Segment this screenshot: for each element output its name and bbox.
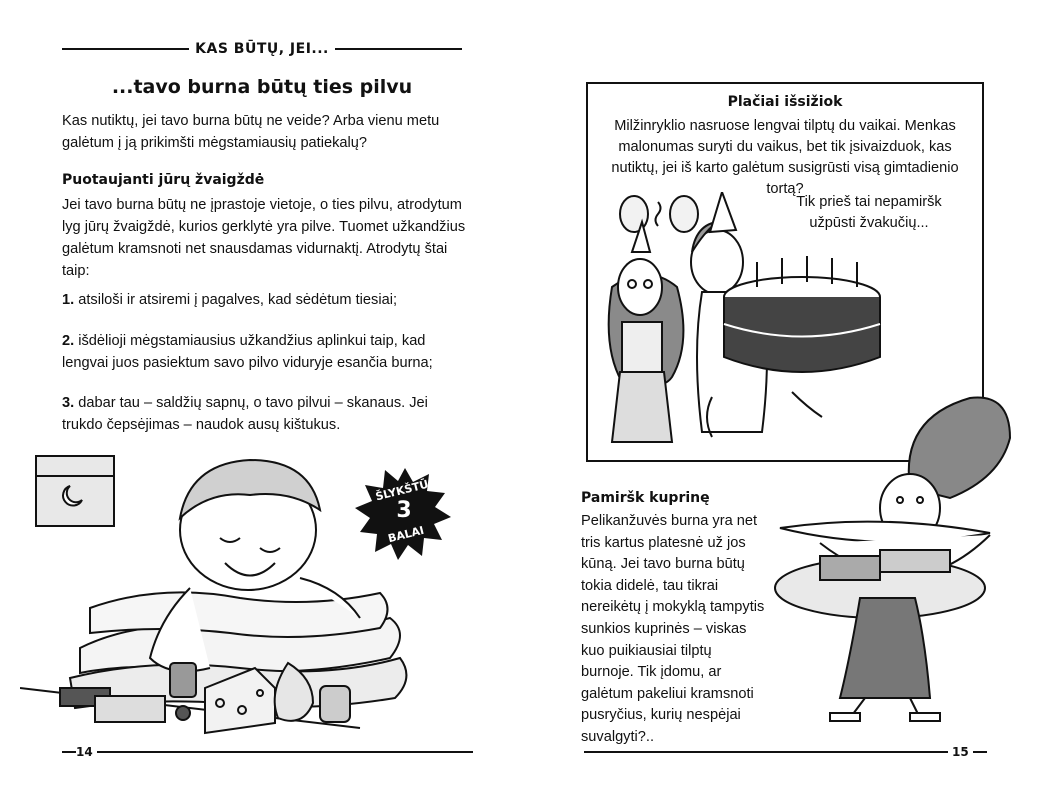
header-rule-right — [335, 48, 462, 50]
page-number-rule — [97, 751, 473, 753]
box-note: Tik prieš tai nepamiršk užpūsti žvakučių... — [796, 194, 942, 231]
page-number-text: 14 — [76, 745, 93, 759]
step-text: išdėlioji mėgstamiausius užkandžius aplinkui taip, kad lengvai juos pasiektum savo pilvo viduryje esančia burna; — [62, 333, 433, 371]
badge-number: 3 — [396, 498, 412, 523]
step-1 — [62, 289, 462, 311]
intro-paragraph: Kas nutiktų, jei tavo burna būtų ne veide? Arba vienu metu galėtum į ją prikimšti mėgstamiausių patiekalų? — [62, 113, 440, 151]
page-number-rule — [973, 751, 987, 753]
section-heading-backpack: Pamiršk kuprinę — [581, 490, 710, 506]
header-rule-left — [62, 48, 189, 50]
page-title: ...tavo burna būtų ties pilvu — [111, 76, 413, 98]
step-number: 2. — [62, 333, 75, 349]
page-number-rule — [584, 751, 948, 753]
running-header-text: KAS BŪTŲ, JEI... — [195, 41, 329, 57]
step-3 — [62, 392, 462, 436]
page-number-left — [62, 745, 473, 759]
section-paragraph-backpack: Pelikanžuvės burna yra net tris kartus platesnė už jos kūną. Jei tavo burna būtų tokia didelė, tau tikrai nereikėtų į mokyklą tampytis sunkios kuprinės – viskas kuo puikiausiai tilptų burnoje. Tik įdomu, ar galėtum pakeliui kramsnoti pusryčius, kurių nespėjai suvalgyti?.. — [581, 513, 765, 745]
step-text: dabar tau – saldžių sapnų, o tavo pilvui – skanaus. Jei trukdo čepsėjimas – naudok ausų kištukus. — [62, 395, 428, 433]
section-heading-starfish: Puotaujanti jūrų žvaigždė — [62, 172, 265, 188]
running-header — [62, 38, 462, 60]
page-number-right — [584, 745, 987, 759]
step-2 — [62, 330, 462, 374]
pelican-mouth-girl-illustration — [760, 388, 1028, 728]
page-number-text: 15 — [952, 745, 969, 759]
badge-bottom-text: BALAI — [386, 523, 426, 546]
badge-top-text: ŠLYKŠTŪ — [374, 477, 430, 504]
page-number-rule — [62, 751, 76, 753]
box-paragraph: Milžinryklio nasruose lengvai tilptų du vaikai. Menkas malonumas suryti du vaikus, bet tik įsivaizduok, kas nutiktų, jei iš karto galėtum susigrūsti visą gimtadienio tortą? — [611, 118, 959, 197]
box-heading: Plačiai išsižiok — [727, 94, 843, 110]
section-paragraph-starfish: Jei tavo burna būtų ne įprastoje vietoje, o ties pilvu, atrodytum lyg jūrų žvaigždė, kurios gerklytė yra pilve. Tuomet užkandžius galėtum kramsnoti net snausdamas vidurnaktį. Atrodytų štai taip: — [62, 197, 466, 279]
step-number: 1. — [62, 292, 75, 308]
step-number: 3. — [62, 395, 75, 411]
step-text: atsiloši ir atsiremi į pagalves, kad sėdėtum tiesiai; — [78, 292, 397, 308]
